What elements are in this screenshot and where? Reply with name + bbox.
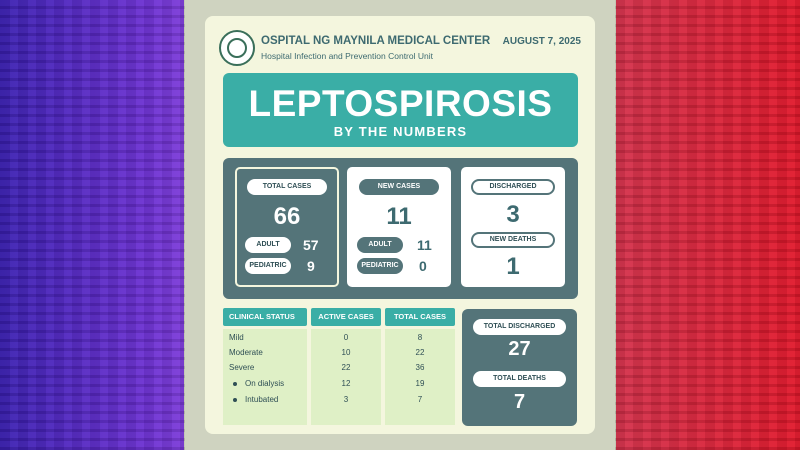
total-cases-label: TOTAL CASES	[247, 179, 327, 195]
hospital-seal-icon	[219, 30, 255, 66]
new-pediatric-value: 0	[419, 258, 427, 274]
row-status: Intubated	[245, 395, 279, 404]
table-row	[223, 376, 455, 392]
new-deaths-value: 1	[506, 253, 520, 280]
banner-title: LEPTOSPIROSIS	[248, 83, 553, 124]
summary-panel	[462, 309, 577, 426]
discharged-label: DISCHARGED	[471, 179, 555, 195]
table-row	[223, 392, 455, 408]
total-deaths-value: 7	[513, 391, 526, 413]
banner-subtitle: BY THE NUMBERS	[333, 124, 468, 139]
total-discharged-label: TOTAL DISCHARGED	[473, 319, 566, 335]
row-active: 22	[341, 363, 351, 372]
discharged-value: 3	[506, 201, 520, 228]
total-adult-label: ADULT	[245, 237, 291, 253]
new-adult-value: 11	[417, 237, 432, 253]
infographic-card	[205, 16, 595, 434]
total-adult-value: 57	[303, 237, 319, 253]
new-cases-value: 11	[386, 203, 412, 230]
background-city-left	[0, 0, 185, 450]
total-cases-value: 66	[273, 203, 301, 230]
total-pediatric-value: 9	[307, 258, 315, 274]
total-discharged-value: 27	[508, 338, 531, 360]
header	[219, 30, 581, 70]
row-total: 19	[415, 379, 425, 388]
row-status: Mild	[229, 333, 244, 342]
background-city-right	[615, 0, 800, 450]
row-status: Moderate	[229, 348, 263, 357]
row-total: 36	[415, 363, 425, 372]
total-deaths-label: TOTAL DEATHS	[473, 371, 566, 387]
new-pediatric-label: PEDIATRIC	[357, 258, 403, 274]
row-active: 3	[343, 395, 349, 404]
table-header-total-cases: TOTAL CASES	[385, 308, 455, 326]
table-row	[223, 345, 455, 361]
new-adult-label: ADULT	[357, 237, 403, 253]
title-banner	[223, 73, 578, 147]
table-header-active-cases: ACTIVE CASES	[311, 308, 381, 326]
table-row	[223, 330, 455, 346]
new-deaths-label: NEW DEATHS	[471, 232, 555, 248]
row-total: 8	[417, 333, 423, 342]
row-active: 0	[343, 333, 349, 342]
org-unit: Hospital Infection and Prevention Control Unit	[261, 51, 433, 61]
stats-panel	[223, 158, 578, 299]
table-header-clinical-status: CLINICAL STATUS	[223, 308, 307, 326]
table-row	[223, 360, 455, 376]
row-total: 7	[417, 395, 423, 404]
row-active: 10	[341, 348, 351, 357]
total-pediatric-label: PEDIATRIC	[245, 258, 291, 274]
bullet-icon	[233, 382, 237, 386]
row-active: 12	[341, 379, 351, 388]
row-status: On dialysis	[245, 379, 285, 388]
report-date: AUGUST 7, 2025	[502, 36, 581, 47]
discharged-box	[461, 167, 565, 287]
new-cases-label: NEW CASES	[359, 179, 439, 195]
row-total: 22	[415, 348, 425, 357]
new-cases-box	[347, 167, 451, 287]
total-cases-box	[235, 167, 339, 287]
row-status: Severe	[229, 363, 255, 372]
bullet-icon	[233, 398, 237, 402]
org-name: OSPITAL NG MAYNILA MEDICAL CENTER	[261, 35, 491, 47]
